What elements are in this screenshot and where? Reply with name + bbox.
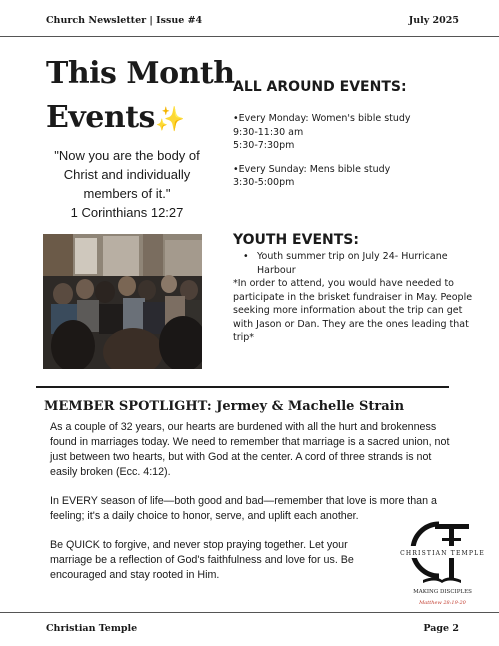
page-number: Page 2 <box>423 623 459 634</box>
sparkle-icon: ✨ <box>154 104 185 133</box>
congregation-photo-image <box>43 234 202 369</box>
spotlight-paragraph: Be QUICK to forgive, and never stop praying together. Let your marriage be a reflection of God's faithfulness and love for us. Be encouraged and stay rooted in Him. <box>50 539 354 581</box>
christian-temple-logo <box>395 518 490 610</box>
section-divider <box>36 386 449 388</box>
christian-temple-logo-mark <box>395 518 490 610</box>
title-line-1: This Month <box>46 56 235 91</box>
scripture-quote <box>42 146 212 222</box>
header-divider <box>0 36 499 37</box>
member-spotlight-heading: MEMBER SPOTLIGHT: Jermey & Machelle Strain <box>44 399 405 414</box>
quote-text: "Now you are the body of Christ and individually members of it." <box>54 148 200 201</box>
all-around-events-list <box>233 112 473 200</box>
svg-text:Matthew 28:19-20: Matthew 28:19-20 <box>419 600 466 606</box>
footer-divider <box>0 612 499 613</box>
spotlight-paragraph: As a couple of 32 years, our hearts are burdened with all the hurt and brokenness found in marriages today. We need to remember that marriage is a sacred union, not just between two hearts, but with God at the center. A cord of three strands is not easily broken (Ecc. 4:12). <box>50 421 450 478</box>
svg-text:CHRISTIAN TEMPLE: CHRISTIAN TEMPLE <box>400 550 485 557</box>
footer-church-name: Christian Temple <box>46 623 138 634</box>
quote-reference: 1 Corinthians 12:27 <box>70 205 184 220</box>
newsletter-header: Church Newsletter | Issue #4 <box>46 15 203 26</box>
youth-events-heading: YOUTH EVENTS: <box>233 232 359 248</box>
youth-events-list <box>233 250 473 277</box>
event-item: •Every Sunday: Mens bible study 3:30-5:00pm <box>233 163 391 188</box>
issue-date: July 2025 <box>408 15 459 26</box>
svg-text:MAKING DISCIPLES: MAKING DISCIPLES <box>413 589 472 595</box>
congregation-photo <box>43 234 202 369</box>
all-around-events-heading: ALL AROUND EVENTS: <box>233 79 407 95</box>
event-item: •Every Monday: Women's bible study 9:30-11:30 am 5:30-7:30pm <box>233 113 411 151</box>
page-title <box>46 52 235 141</box>
youth-event-item: • Youth summer trip on July 24- Hurricane Harbour <box>247 250 473 277</box>
spotlight-paragraph: In EVERY season of life—both good and bad—remember that love is more than a feeling; it's a daily choice to honor, serve, and uplift each another. <box>50 495 437 522</box>
title-line-2: Events✨ <box>46 100 185 135</box>
member-spotlight-body <box>50 420 450 597</box>
youth-trip-note: *In order to attend, you would have needed to participate in the brisket fundraiser in May. People seeking more information about the trip can get with Jason or Dan. They are the ones leading that trip* <box>233 278 473 343</box>
